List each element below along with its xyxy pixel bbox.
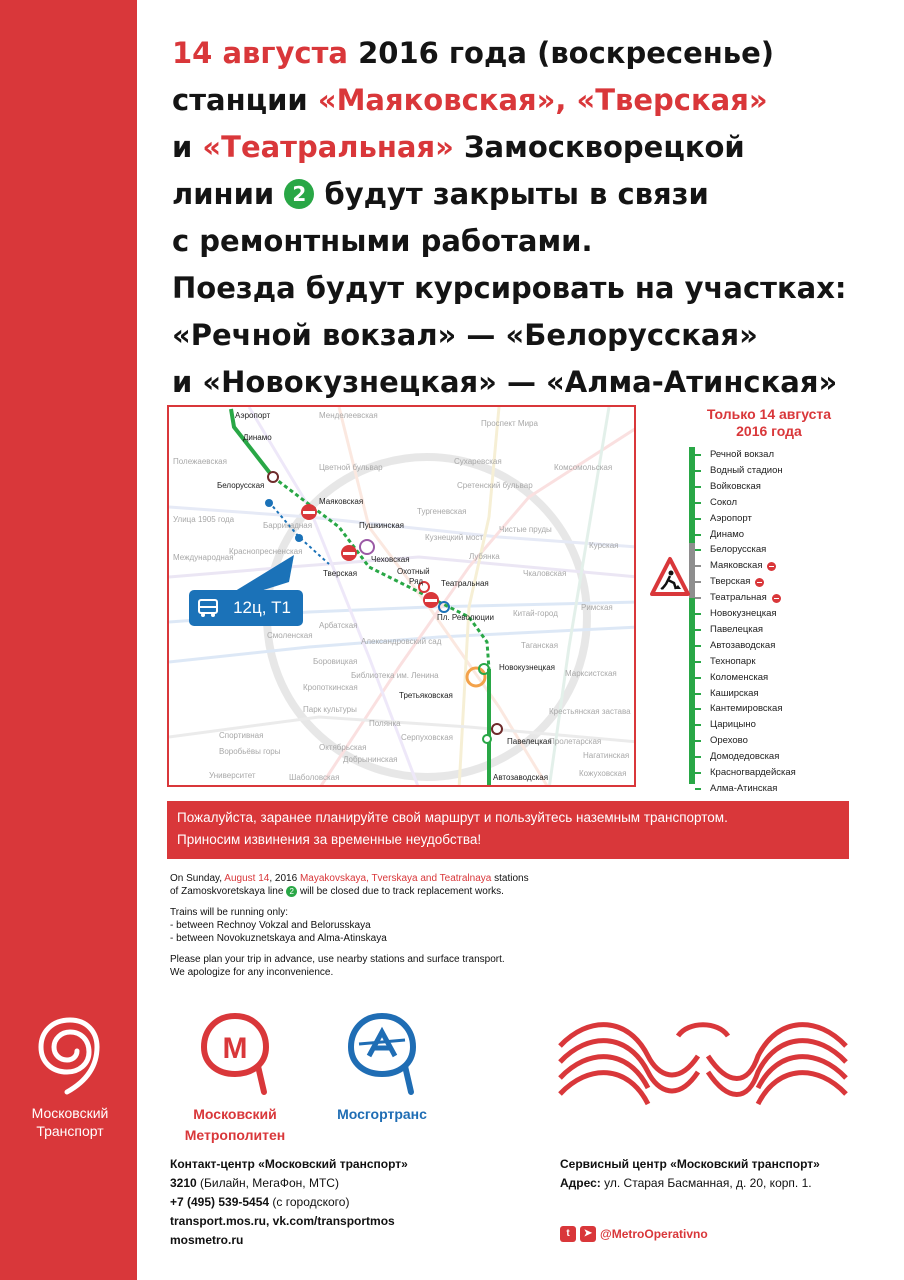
map-faint-label: Марксистская — [565, 669, 617, 678]
bus-routes-text: 12ц, Т1 — [233, 598, 291, 617]
map-faint-label: Боровицкая — [313, 657, 358, 666]
map-faint-label: Пролетарская — [549, 737, 602, 746]
station-tick — [695, 486, 701, 488]
moscow-transport-logo — [22, 1016, 118, 1140]
map-label: Чеховская — [371, 555, 410, 564]
en-p1c: stations — [491, 873, 529, 884]
phone-note: (с городского) — [269, 1195, 350, 1209]
station-name: Автозаводская — [710, 639, 776, 651]
station-name: Новокузнецкая — [710, 608, 777, 619]
station-name: Кантемировская — [710, 703, 783, 715]
station-name: Красногвардейская — [710, 767, 796, 778]
bus-routes-badge — [189, 590, 303, 626]
headline-line-5: с ремонтными работами. — [172, 224, 593, 258]
headline-l4b: будут закрыты в связи — [314, 177, 709, 211]
contact-short — [170, 1174, 530, 1193]
notice-banner — [167, 801, 849, 859]
station-name: Домодедовская — [710, 751, 780, 763]
map-label: Охотный — [397, 567, 430, 576]
closed-icon — [772, 594, 781, 603]
logo-line1: Московский — [31, 1105, 109, 1121]
en-p1a: On Sunday, — [170, 873, 225, 884]
en-p1e: will be closed due to track replacement works. — [297, 886, 504, 897]
headline-date: 14 августа — [172, 36, 348, 70]
map-faint-label: Спортивная — [219, 731, 264, 740]
station-tick — [695, 470, 701, 472]
map-faint-label: Полежаевская — [173, 457, 227, 466]
station-tick — [695, 693, 701, 695]
map-faint-label: Крестьянская застава — [549, 707, 631, 716]
phone-number: +7 (495) 539-5454 — [170, 1195, 270, 1209]
station-tick — [695, 534, 701, 536]
map-label: Павелецкая — [507, 737, 552, 746]
en-p1b: , 2016 — [269, 873, 300, 884]
station-tick — [695, 756, 701, 758]
map-label: Автозаводская — [493, 773, 549, 782]
headline-date-rest: 2016 года (воскресенье) — [348, 36, 775, 70]
map-faint-label: Менделеевская — [319, 411, 378, 420]
metro-logo-line1: Московский — [193, 1106, 277, 1122]
station-name: Тверская — [710, 576, 751, 588]
map-faint-label: Чкаловская — [523, 569, 567, 578]
map-label: Театральная — [441, 579, 489, 588]
metro-logo — [170, 1012, 300, 1144]
map-faint-label: Арбатская — [319, 621, 358, 630]
station-name: Водный стадион — [710, 464, 783, 476]
map-faint-label: Шаболовская — [289, 773, 340, 782]
service-center — [560, 1155, 860, 1193]
map-label: Маяковская — [319, 497, 364, 506]
map-faint-label: Римская — [581, 603, 613, 612]
english-p1 — [170, 872, 770, 898]
twitter-icon[interactable]: t — [560, 1226, 576, 1242]
station-tick — [695, 661, 701, 663]
map-faint-label: Александровский сад — [361, 637, 442, 646]
headline-line-6: Поезда будут курсировать на участках: — [172, 271, 847, 305]
map-faint-label: Смоленская — [267, 631, 313, 640]
headline-l3b: Замоскворецкой — [453, 130, 745, 164]
map-faint-label: Библиотека им. Ленина — [351, 671, 439, 680]
map-label: Новокузнецкая — [499, 663, 555, 672]
station-tick — [695, 629, 701, 631]
map-faint-label: Серпуховская — [401, 733, 453, 742]
station-name: Сокол — [710, 496, 738, 508]
map-faint-label: Таганская — [521, 641, 559, 650]
map-faint-label: Полянка — [369, 719, 401, 728]
station-tick — [695, 502, 701, 504]
en-p2-title: Trains will be running only: — [170, 907, 289, 918]
station-name: Технопарк — [710, 655, 756, 667]
map-faint-label: Нагатинская — [583, 751, 630, 760]
station-tick — [695, 565, 701, 567]
headline-l4a: линии — [172, 177, 285, 211]
schedule-title-line2: 2016 года — [736, 423, 802, 439]
en-line-badge: 2 — [286, 886, 297, 897]
metro-site[interactable]: mosmetro.ru — [170, 1233, 244, 1247]
address-value: ул. Старая Басманная, д. 20, корп. 1. — [600, 1176, 812, 1190]
station-name: Коломенская — [710, 671, 769, 683]
map-faint-label: Сухаревская — [454, 457, 502, 466]
english-text — [170, 872, 770, 987]
station-tick — [695, 597, 701, 599]
closed-icon — [755, 578, 764, 587]
mosgortrans-pin-icon — [345, 1012, 419, 1098]
contact-title: Контакт-центр «Московский транспорт» — [170, 1157, 408, 1171]
map-label: Белорусская — [217, 481, 265, 490]
station-tick — [695, 549, 701, 551]
transport-nine-icon — [37, 1016, 103, 1096]
map-faint-label: Баррикадная — [263, 521, 313, 530]
en-stations: Mayakovskaya, Tverskaya and Teatralnaya — [299, 873, 492, 884]
station-tick — [695, 518, 701, 520]
map-faint-label: Университет — [209, 771, 256, 780]
en-p2-l2: - between Novokuznetskaya and Alma-Atinskaya — [170, 933, 387, 944]
map-faint-label: Цветной бульвар — [319, 463, 383, 472]
headline-line-4 — [172, 171, 892, 218]
map-faint-label: Курская — [589, 541, 619, 550]
map-faint-label: Октябрьская — [319, 743, 367, 752]
map-faint-label: Воробьёвы горы — [219, 747, 281, 756]
station-name: Алма-Атинская — [710, 782, 778, 794]
headline-l2a: станции — [172, 83, 318, 117]
map-label: Пушкинская — [359, 521, 405, 530]
notice-line2: Приносим извинения за временные неудобства! — [177, 832, 482, 847]
headline-line-2 — [172, 77, 892, 124]
headline-l3a: и — [172, 130, 203, 164]
headline — [172, 30, 892, 406]
contact-center — [170, 1155, 530, 1250]
map-label: Динамо — [243, 433, 272, 442]
headline-line-7: «Речной вокзал» — «Белорусская» — [172, 318, 758, 352]
station-tick — [695, 613, 701, 615]
metro-map — [167, 405, 636, 787]
map-faint-label: Кузнецкий мост — [425, 533, 484, 542]
station-name: Речной вокзал — [710, 449, 774, 460]
bus-icon — [197, 599, 219, 617]
headline-line-1 — [172, 30, 892, 77]
english-p3 — [170, 953, 770, 979]
station-tick — [695, 581, 701, 583]
station-name: Аэропорт — [710, 512, 752, 524]
map-faint-label: Кропоткинская — [303, 683, 358, 692]
station-tick — [695, 772, 701, 774]
en-p3-l1: Please plan your trip in advance, use nearby stations and surface transport. — [170, 954, 505, 965]
telegram-icon[interactable]: ➤ — [580, 1226, 596, 1242]
map-faint-label: Краснопресненская — [229, 547, 303, 556]
map-label: Тверская — [323, 569, 358, 578]
station-tick — [695, 740, 701, 742]
en-p1d: of Zamoskvoretskaya line — [170, 886, 287, 897]
mosgortrans-logo — [322, 1012, 442, 1123]
map-faint-label: Тургеневская — [417, 507, 467, 516]
station-name: Павелецкая — [710, 623, 764, 635]
metro-letter: М — [222, 1032, 248, 1065]
service-address — [560, 1174, 860, 1193]
station-name: Орехово — [710, 735, 748, 747]
map-faint-label: Международная — [173, 553, 234, 562]
closed-icon — [767, 562, 776, 571]
map-label: Пл. Революции — [437, 613, 494, 622]
en-date: August 14 — [224, 873, 270, 884]
station-tick — [695, 708, 701, 710]
short-note: (Билайн, МегаФон, МТС) — [196, 1176, 339, 1190]
contact-sites[interactable]: transport.mos.ru, vk.com/transportmos — [170, 1214, 395, 1228]
headline-line-3 — [172, 124, 892, 171]
map-faint-label: Сретенский бульвар — [457, 481, 533, 490]
station-name: Театральная — [710, 592, 767, 604]
metro-logo-line2: Метрополитен — [184, 1127, 286, 1143]
map-label: Аэропорт — [235, 411, 271, 420]
station-name: Маяковская — [710, 560, 763, 572]
map-faint-label: Комсомольская — [554, 463, 613, 472]
decorative-wave-ornament — [558, 1016, 848, 1116]
contact-phone — [170, 1193, 530, 1212]
en-p3-l2: We apologize for any inconvenience. — [170, 967, 334, 978]
map-faint-label: Китай-город — [513, 609, 558, 618]
station-name: Динамо — [710, 528, 745, 540]
station-tick — [695, 645, 701, 647]
map-faint-label: Чистые пруды — [499, 525, 552, 534]
headline-line-8: и «Новокузнецкая» — «Алма-Атинская» — [172, 365, 838, 399]
metro-pin-icon — [198, 1012, 272, 1098]
mosgortrans-name: Мосгортранс — [337, 1106, 427, 1122]
line-number-badge: 2 — [284, 179, 314, 209]
address-label: Адрес: — [560, 1176, 601, 1190]
schedule-title — [684, 406, 854, 440]
station-tick — [695, 677, 701, 679]
service-title: Сервисный центр «Московский транспорт» — [560, 1157, 820, 1171]
station-name: Царицыно — [710, 719, 756, 731]
map-faint-label: Проспект Мира — [481, 419, 538, 428]
station-name: Войковская — [710, 480, 761, 492]
station-tick — [695, 454, 701, 456]
social-links — [560, 1226, 708, 1246]
map-faint-label: Парк культуры — [303, 705, 357, 714]
notice-line1: Пожалуйста, заранее планируйте свой маршрут и пользуйтесь наземным транспортом. — [177, 810, 728, 825]
logo-line2: Транспорт — [36, 1123, 104, 1139]
station-tick — [695, 724, 701, 726]
station-name: Каширская — [710, 687, 759, 699]
english-p2 — [170, 906, 770, 945]
social-handle[interactable]: @MetroOperativno — [600, 1227, 708, 1241]
roadworks-warning-icon — [650, 556, 690, 600]
map-label: Третьяковская — [399, 691, 453, 700]
schedule-title-line1: Только 14 августа — [706, 406, 832, 422]
en-p2-l1: - between Rechnoy Vokzal and Belorusskaya — [170, 920, 371, 931]
short-number: 3210 — [170, 1176, 197, 1190]
headline-stations-1: «Маяковская», «Тверская» — [317, 83, 768, 117]
map-faint-label: Добрынинская — [343, 755, 398, 764]
station-tick — [695, 788, 701, 790]
map-faint-label: Кожуховская — [579, 769, 627, 778]
map-faint-label: Лубянка — [469, 552, 500, 561]
headline-stations-2: «Театральная» — [202, 130, 454, 164]
station-name: Белорусская — [710, 544, 767, 556]
line2-bar — [689, 447, 695, 784]
map-faint-label: Улица 1905 года — [173, 515, 235, 524]
map-label: Ряд — [409, 577, 424, 586]
